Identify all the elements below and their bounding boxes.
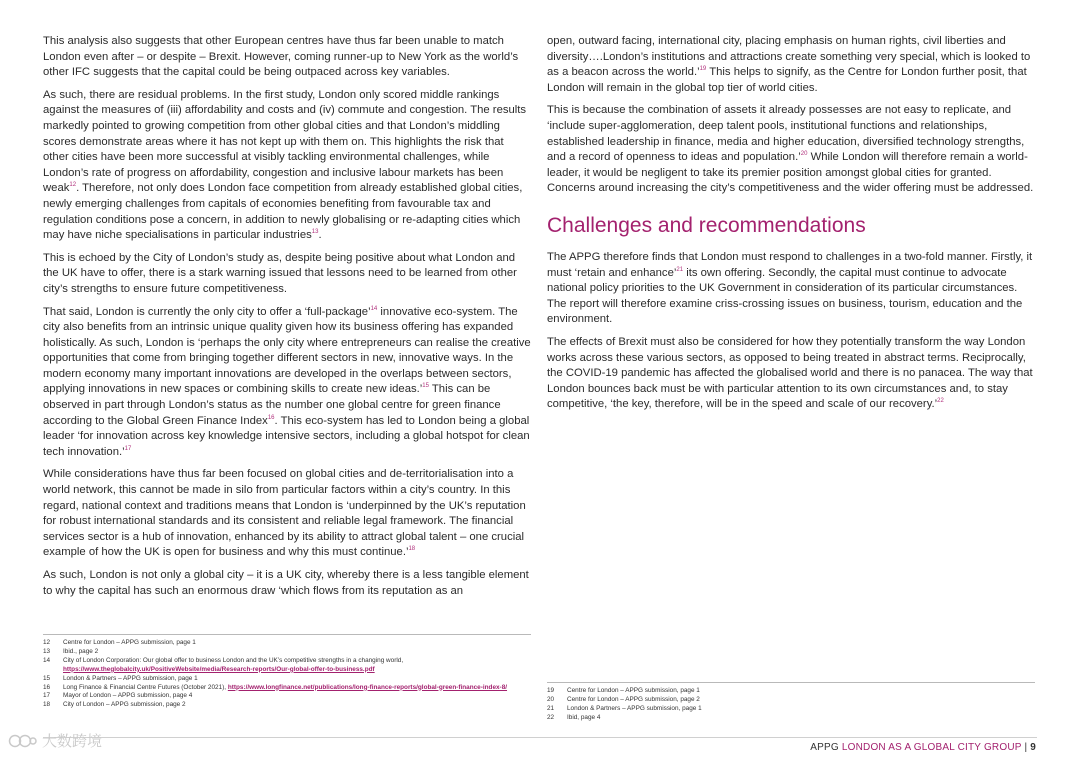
paragraph-text: open, outward facing, international city, placing emphasis on human rights, civil liberties and diversity….London’s institutions and attractions create something very special, which is looked to as a beacon across the world.’ [547, 35, 1031, 79]
footnote-item [547, 705, 1035, 714]
paragraph-text: . This eco-system has led to London being a global leader ‘for innovation across key knowledge intensive sectors, including a global hotspot for clean tech innovation.’ [43, 414, 530, 458]
footnote-item [43, 639, 531, 648]
footnote-number: 21 [547, 704, 555, 712]
footnote-link[interactable]: https://www.theglobalcity.uk/PositiveWebsite/media/Research-reports/Our-global-offer-to-business.pdf [63, 665, 375, 673]
footnote-item [43, 684, 531, 693]
footnote-ref[interactable]: 16 [267, 414, 275, 421]
footnote-number: 14 [43, 656, 51, 664]
footnote-number: 22 [547, 713, 555, 721]
footnote-ref[interactable]: 14 [370, 305, 378, 312]
body-paragraph [547, 103, 1035, 197]
footnote-item [547, 687, 1035, 696]
footnote-number: 12 [43, 639, 51, 646]
body-paragraph [43, 467, 531, 561]
footnote-ref[interactable]: 19 [699, 66, 707, 73]
footnote-item [43, 648, 531, 657]
paragraph-text: This can be observed in part through London’s status as the number one global centre for green finance according to the Global Green Finance Index [43, 383, 501, 427]
footnote-text-part: Mayor of London – APPG submission, page 4 [63, 692, 193, 700]
footnote-text [63, 692, 531, 701]
footnote-number: 19 [547, 687, 555, 694]
footnote-text [567, 705, 1035, 714]
paragraph-text: While considerations have thus far been focused on global cities and de-territorialisation into a world network, this cannot be made in silo from particular factors within a city’s country. In this regard, national context and traditions means that London is ‘underpinned by the UK’s reputation for robust international standards and its consistent and reliable legal framework. The financial services sector is a hub of innovation, enhanced by its ability to attract global talent – one crucial example of how the UK is open for business and why this must continue.’ [43, 468, 526, 559]
footnote-number: 15 [43, 674, 51, 682]
footnote-number: 13 [43, 647, 51, 655]
paragraph-text: . [318, 229, 322, 242]
body-paragraph [547, 34, 1035, 96]
footnote-text [63, 701, 531, 710]
body-paragraph [547, 250, 1035, 328]
right-paragraphs-before [547, 34, 1035, 197]
watermark-text: 大数跨境 [42, 733, 103, 750]
body-paragraph [547, 335, 1035, 413]
paragraph-text: As such, London is not only a global city – it is a UK city, whereby there is a less tangible element to why the capital has such an enormous draw ‘which flows from its reputation as an [43, 569, 529, 597]
section-heading: Challenges and recommendations [547, 213, 866, 237]
footnote-item [547, 696, 1035, 705]
footnote-text [63, 675, 531, 684]
watermark-logo-icon [8, 733, 38, 749]
body-paragraph [43, 568, 531, 599]
paragraph-text: As such, there are residual problems. In the first study, London only scored middle rankings against the measures of (iii) affordability and costs and (iv) commute and congestion. The results markedly pointed to growing competition from other global cities and that London’s middling scores demonstrate areas where it has not kept up with them on. This highlights the risk that other cities have been more successful at visibly tackling environmental challenges, while London’s rate of progress on affordability, congestion and inclusive labour markets has been weak [43, 88, 527, 195]
page-footer [810, 742, 1036, 753]
paragraph-text: . Therefore, not only does London face competition from already established global cities, newly emerging challenges from capitals of economies benefiting from favourable tax and regulation conditions pose a concern, in addition to newly globalising or re-adapting cities which may have niche specialisations in particular industries [43, 182, 523, 242]
footnote-item [547, 714, 1035, 723]
footnote-link[interactable]: https://www.longfinance.net/publications/long-finance-reports/global-green-finance-index-8/ [227, 683, 508, 691]
footnote-ref[interactable]: 15 [422, 383, 429, 390]
footnote-text-part: City of London – APPG submission, page 2 [63, 701, 186, 709]
paragraph-text: The effects of Brexit must also be considered for how they potentially transform the way London works across these various sectors, as opposed to being treated in abstract terms. Reciprocally, the COVID-19 pandemic has affected the globalised world and there is no panacea. The way that London bounces back must be with particular attention to its own circumstances and, to stay competitive, ‘the key, therefore, will be in the speed and scale of our recovery.’ [547, 335, 1033, 411]
footnote-text-part: London & Partners – APPG submission, page 1 [567, 704, 702, 712]
body-paragraph [43, 251, 531, 298]
footnote-text-part: Centre for London – APPG submission, page 1 [63, 639, 196, 646]
footnote-ref[interactable]: 17 [124, 446, 132, 453]
footnote-ref[interactable]: 12 [69, 182, 77, 189]
footnote-number: 17 [43, 692, 51, 700]
footnote-item [43, 701, 531, 710]
footnote-ref[interactable]: 21 [676, 266, 684, 273]
footnotes-left [43, 634, 531, 710]
footnote-text [63, 657, 531, 675]
footnotes-right [547, 682, 1035, 723]
footnote-text-part: Centre for London – APPG submission, page 2 [567, 695, 700, 703]
page-number: 9 [1030, 742, 1036, 753]
footnote-number: 16 [43, 683, 51, 691]
footer-separator: | [1024, 742, 1028, 753]
footer-title: LONDON AS A GLOBAL CITY GROUP [841, 742, 1022, 753]
watermark [8, 730, 102, 751]
footnote-rule [43, 634, 531, 635]
left-column [43, 34, 531, 606]
footnote-text-part: London & Partners – APPG submission, page 1 [63, 674, 198, 682]
paragraph-text: This analysis also suggests that other European centres have thus far been unable to match London even after – or despite – Brexit. However, coming runner-up to New York as the world’s other IFC suggests that the capital could be being outpaced across key variables. [43, 35, 519, 79]
footnote-text-part: Ibid., page 2 [63, 647, 99, 655]
body-paragraph [43, 88, 531, 244]
footnote-ref[interactable]: 18 [408, 546, 416, 553]
footnote-item [43, 675, 531, 684]
body-paragraph [43, 34, 531, 81]
paragraph-text: This is echoed by the City of London’s study as, despite being positive about what London and the UK have to offer, there is a stark warning issued that lessons need to be learned from other city’s strengths to ensure future competitiveness. [43, 251, 517, 295]
footnote-text [567, 687, 1035, 696]
footnote-text [567, 714, 1035, 723]
paragraph-text: its own offering. Secondly, the capital must continue to advocate national policy priorities to the UK Government in consideration of its particular circumstances. The report will therefore examine criss-crossing issues on business, tourism, education and the environment. [547, 266, 1023, 326]
footnote-ref[interactable]: 13 [311, 229, 319, 236]
paragraph-text: The APPG therefore finds that London must respond to challenges in a two-fold manner. Firstly, it must ‘retain and enhance’ [547, 250, 1033, 279]
footer-org: APPG [810, 742, 839, 753]
footnote-item [43, 657, 531, 675]
footnote-text [63, 684, 531, 693]
footnote-text [567, 696, 1035, 705]
footnote-number: 20 [547, 695, 555, 703]
body-paragraph [43, 305, 531, 461]
right-column [547, 34, 1035, 420]
footnote-text-part: City of London Corporation: Our global offer to business London and the UK’s competitive strengths in a changing world, [63, 656, 404, 664]
paragraph-text: While London will therefore remain a world-leader, it would be negligent to take its premier position amongst global cities for granted. Concerns around increasing the city’s competitiveness and the wider offering must be addressed. [547, 151, 1034, 195]
footnote-text-part: Ibid, page 4 [567, 713, 601, 721]
footnote-rule [547, 682, 1035, 683]
right-paragraphs-after [547, 250, 1035, 413]
paragraph-text: innovative eco-system. The city also benefits from an intrinsic unique quality given how its business offering has expanded holistically. As such, London is ‘perhaps the only city where entrepreneurs can realise the creative opportunities that come from bringing together different sectors in new, innovative ways. In the modern economy many important innovations are developed in the overlaps between sectors, applying innovations in new spaces or combining skills to create new ideas.’ [43, 305, 531, 396]
paragraph-text: That said, London is currently the only city to offer a ‘full-package’ [43, 305, 371, 318]
footnote-text-part: Long Finance & Financial Centre Futures (October 2021), [63, 683, 228, 691]
footnote-ref[interactable]: 22 [937, 398, 944, 405]
footnote-text [63, 639, 531, 648]
footnote-text-part: Centre for London – APPG submission, page 1 [567, 687, 700, 694]
paragraph-text: This helps to signify, as the Centre for London further posit, that London will remain in the global top tier of world cities. [547, 66, 1027, 94]
footnote-item [43, 692, 531, 701]
footnote-number: 18 [43, 701, 51, 709]
footnote-ref[interactable]: 20 [800, 151, 808, 158]
footnote-text [63, 648, 531, 657]
footer-rule [43, 737, 1037, 738]
paragraph-text: This is because the combination of assets it already possesses are not easy to replicate, and ‘include super-agglomeration, deep talent pools, institutional functions and relationships, established leadership in finance, media and higher education, diversified technology strengths, and a record of openness to ideas and population.’ [547, 104, 1025, 164]
